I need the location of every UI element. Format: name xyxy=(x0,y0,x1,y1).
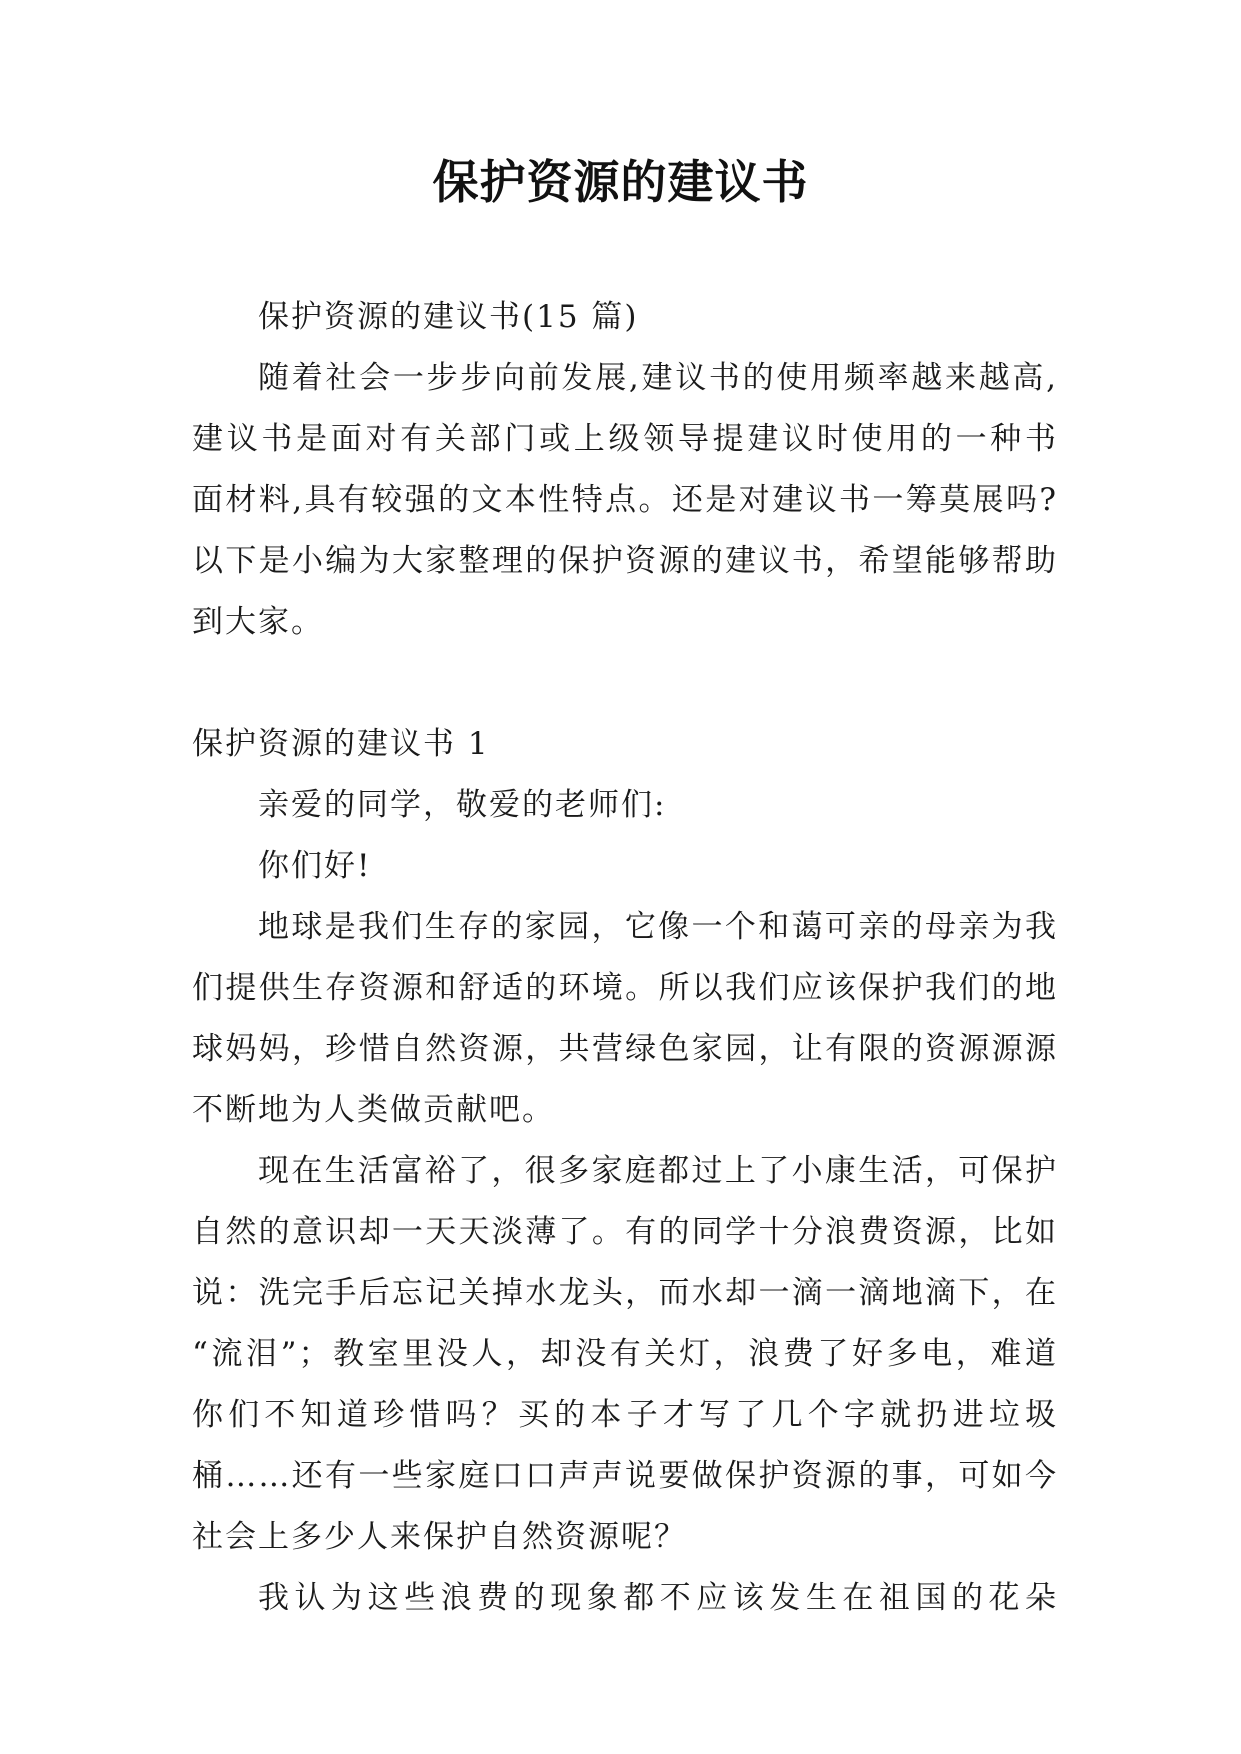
paragraph-line: 面材料,具有较强的文本性特点。还是对建议书一筹莫展吗? xyxy=(192,482,1058,518)
salutation: 亲爱的同学，敬爱的老师们: xyxy=(258,787,667,823)
paragraph-line: 以下是小编为大家整理的保护资源的建议书，希望能够帮助 xyxy=(192,543,1058,579)
document-title: 保护资源的建议书 xyxy=(432,155,809,209)
paragraph-line: 自然的意识却一天天淡薄了。有的同学十分浪费资源，比如 xyxy=(192,1214,1058,1250)
body-paragraph xyxy=(192,1568,1058,1629)
paragraph-line: 地球是我们生存的家园，它像一个和蔼可亲的母亲为我 xyxy=(258,909,1058,945)
paragraph-line: 我认为这些浪费的现象都不应该发生在祖国的花朵 xyxy=(258,1580,1058,1616)
paragraph-line: 社会上多少人来保护自然资源呢？ xyxy=(192,1519,687,1555)
greeting: 你们好! xyxy=(258,848,372,884)
body-paragraph xyxy=(192,897,1058,1141)
paragraph-line: 们提供生存资源和舒适的环境。所以我们应该保护我们的地 xyxy=(192,970,1058,1006)
paragraph-line: “流泪”；教室里没人，却没有关灯，浪费了好多电，难道 xyxy=(192,1336,1058,1372)
paragraph-line: 到大家。 xyxy=(192,604,324,640)
body-paragraph xyxy=(192,1141,1058,1568)
paragraph-line: 你们不知道珍惜吗？买的本子才写了几个字就扔进垃圾 xyxy=(192,1397,1058,1433)
document-body xyxy=(192,287,1058,1629)
paragraph-line: 随着社会一步步向前发展,建议书的使用频率越来越高, xyxy=(258,360,1058,396)
paragraph-line: 现在生活富裕了，很多家庭都过上了小康生活，可保护 xyxy=(258,1153,1058,1189)
paragraph-line: 不断地为人类做贡献吧。 xyxy=(192,1092,555,1128)
section-heading: 保护资源的建议书 1 xyxy=(192,726,490,762)
paragraph-spacer xyxy=(192,653,1058,714)
paragraph-line: 建议书是面对有关部门或上级领导提建议时使用的一种书 xyxy=(192,421,1058,457)
paragraph-line: 桶……还有一些家庭口口声声说要做保护资源的事，可如今 xyxy=(192,1458,1058,1494)
intro-paragraph xyxy=(192,348,1058,653)
document-subtitle: 保护资源的建议书(15 篇) xyxy=(258,299,639,335)
paragraph-line: 说：洗完手后忘记关掉水龙头，而水却一滴一滴地滴下，在 xyxy=(192,1275,1058,1311)
paragraph-line: 球妈妈，珍惜自然资源，共营绿色家园，让有限的资源源源 xyxy=(192,1031,1058,1067)
